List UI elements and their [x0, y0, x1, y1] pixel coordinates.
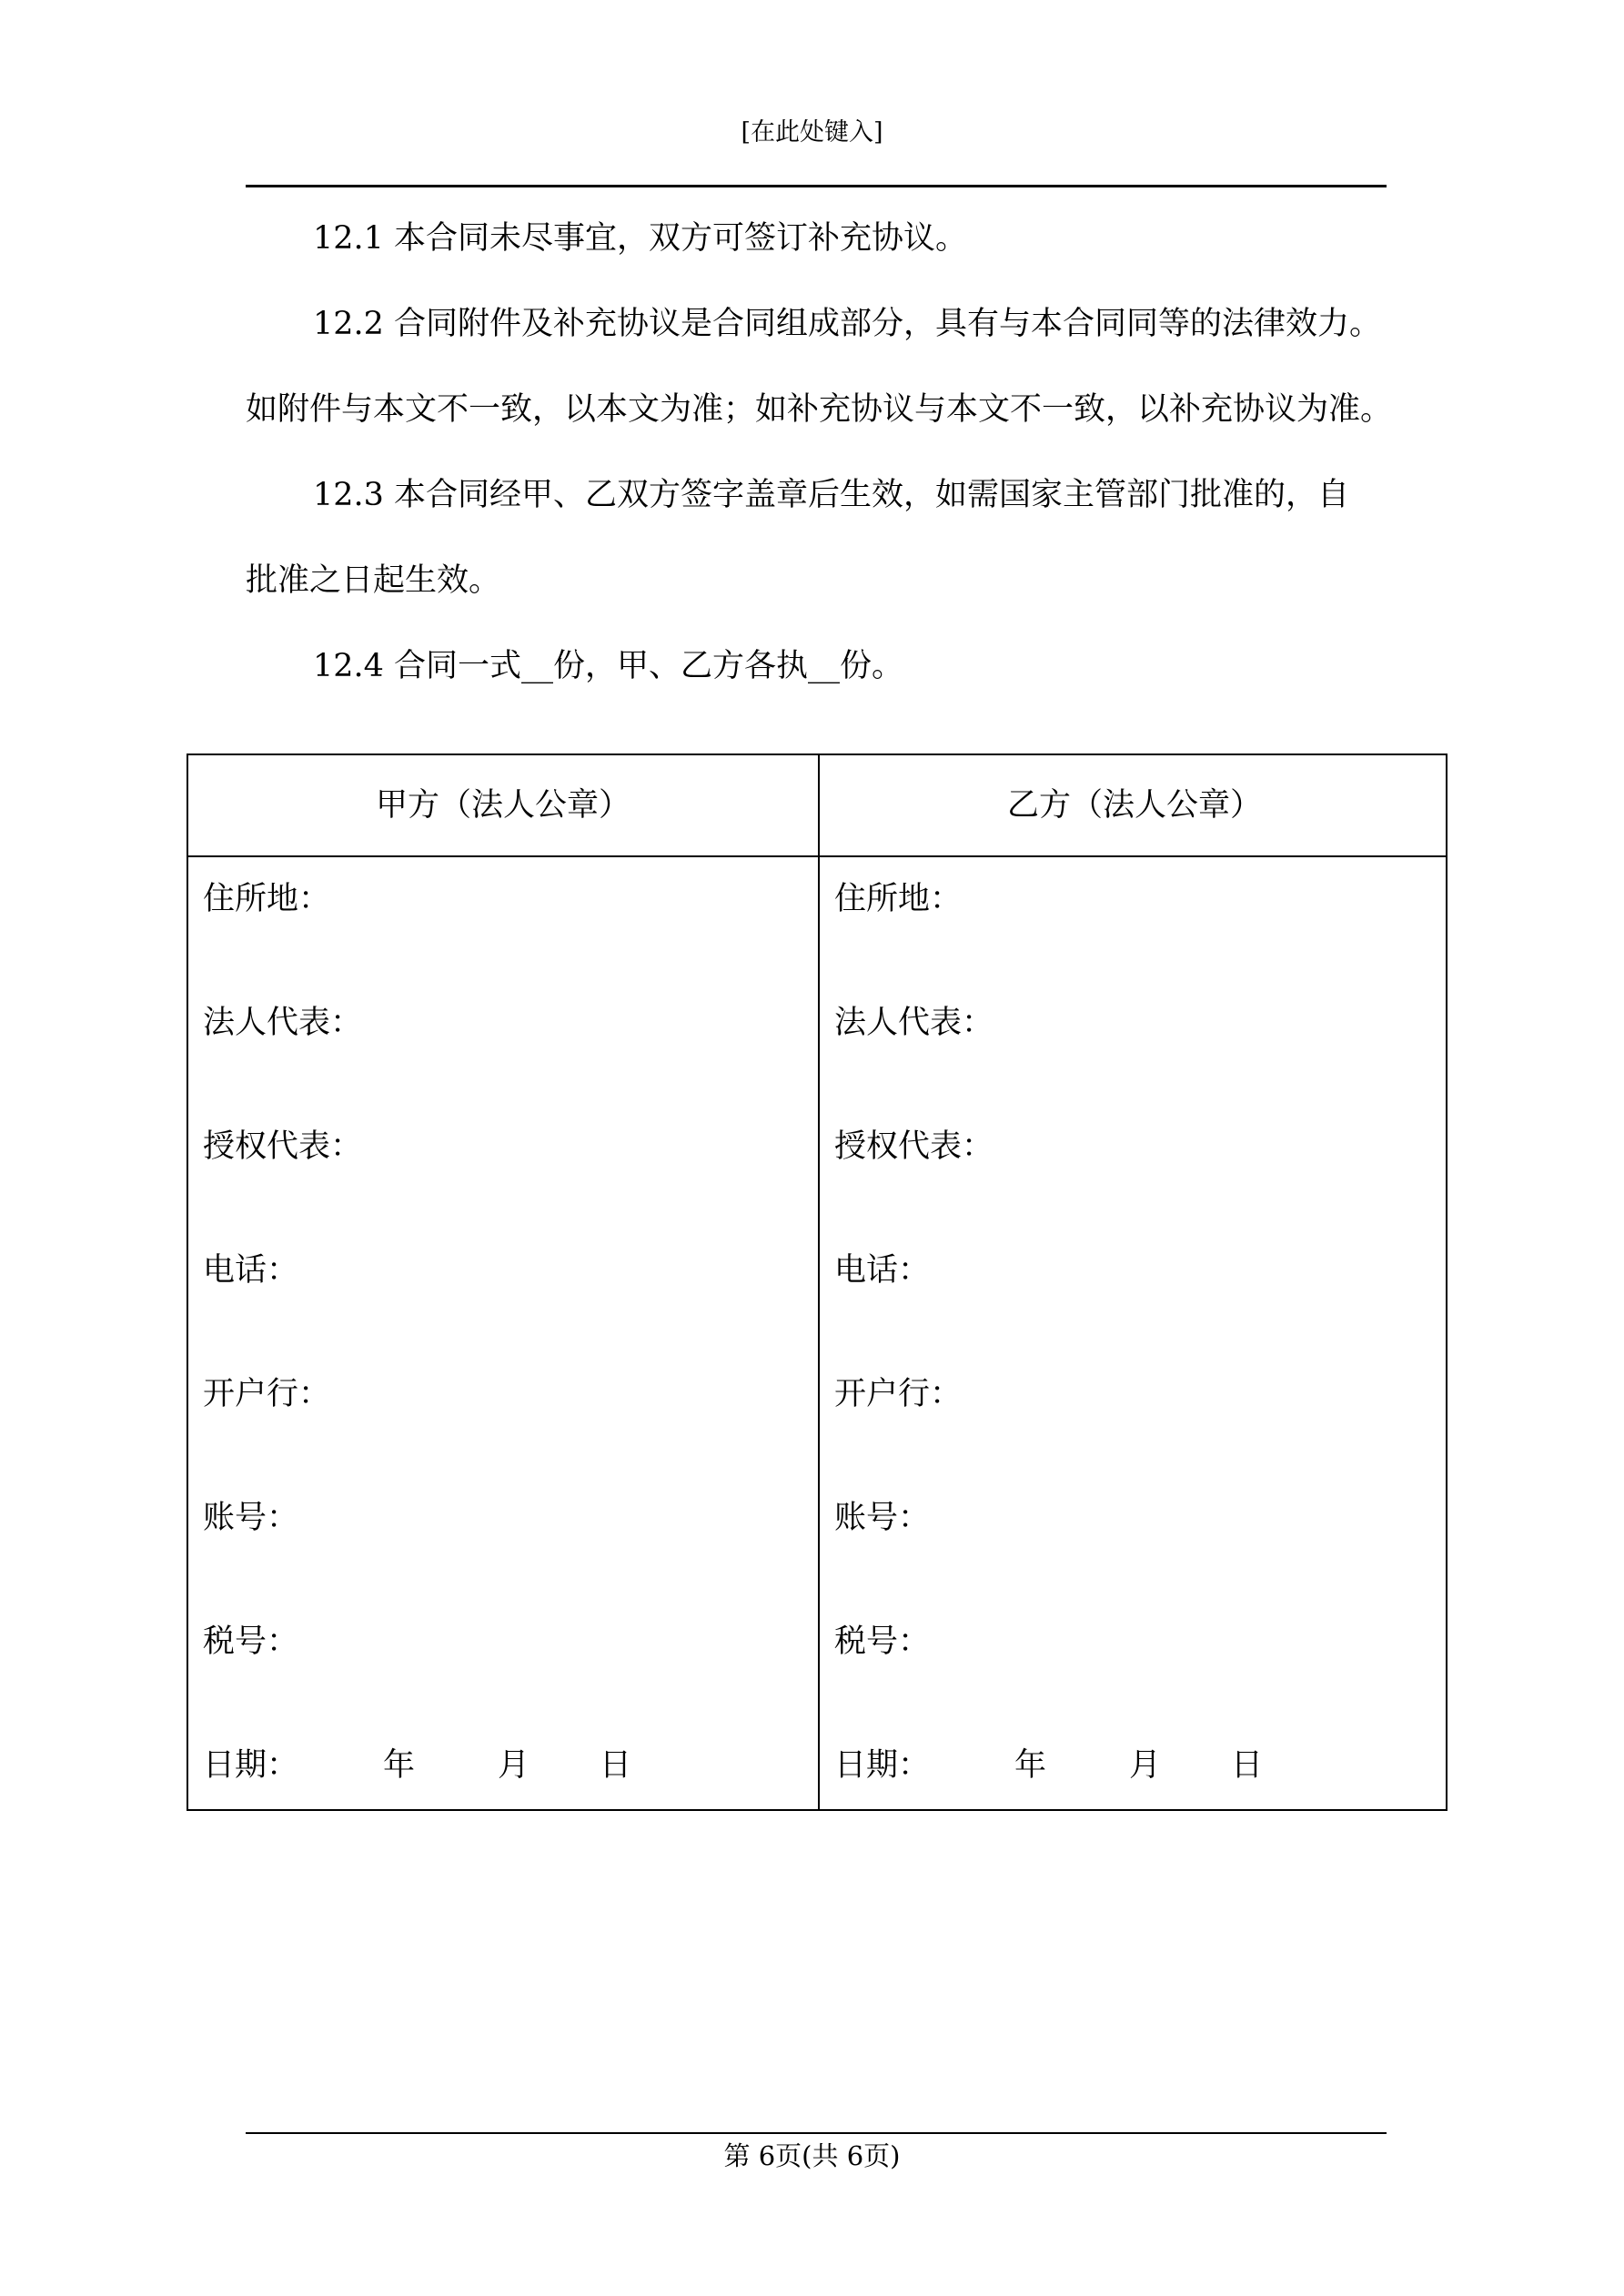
party-b-date-label: 日期：	[834, 1747, 931, 1784]
party-b-title: 乙方（法人公章）	[1006, 787, 1262, 824]
header-rule	[246, 185, 1387, 187]
party-b-tax-id-label: 税号：	[834, 1623, 931, 1660]
party-a-legal-rep-label: 法人代表：	[203, 1005, 363, 1041]
clause-12-2-line1: 12.2 合同附件及补充协议是合同组成部分，具有与本合同同等的法律效力。	[313, 306, 1382, 342]
party-a-date-day: 日	[600, 1747, 632, 1784]
page-number-footer: 第 6页(共 6页)	[723, 2140, 901, 2171]
party-a-date-label: 日期：	[203, 1747, 299, 1784]
header-row-divider	[188, 855, 1446, 857]
party-b-phone-label: 电话：	[834, 1252, 931, 1289]
party-a-bank-label: 开户行：	[203, 1376, 331, 1412]
footer-rule	[246, 2132, 1387, 2134]
party-b-date-year: 年	[1014, 1747, 1047, 1784]
party-b-date-day: 日	[1231, 1747, 1264, 1784]
party-a-date-year: 年	[383, 1747, 416, 1784]
party-b-legal-rep-label: 法人代表：	[834, 1005, 994, 1041]
party-b-date-month: 月	[1129, 1747, 1162, 1784]
party-b-bank-label: 开户行：	[834, 1376, 963, 1412]
party-a-authorized-rep-label: 授权代表：	[203, 1128, 363, 1165]
party-b-authorized-rep-label: 授权代表：	[834, 1128, 994, 1165]
clause-12-3-line1: 12.3 本合同经甲、乙双方签字盖章后生效，如需国家主管部门批准的，自	[313, 477, 1350, 513]
party-b-account-label: 账号：	[834, 1500, 931, 1536]
signature-table	[187, 754, 1447, 1811]
clause-12-4: 12.4 合同一式__份，甲、乙方各执__份。	[313, 648, 904, 684]
clause-12-3-line2: 批准之日起生效。	[246, 562, 501, 599]
party-a-tax-id-label: 税号：	[203, 1623, 299, 1660]
party-a-account-label: 账号：	[203, 1500, 299, 1536]
party-a-title: 甲方（法人公章）	[375, 787, 630, 824]
page-header: [在此处键入]	[741, 118, 883, 147]
party-a-date-month: 月	[498, 1747, 530, 1784]
clause-12-1: 12.1 本合同未尽事宜，双方可签订补充协议。	[313, 220, 968, 257]
clause-12-2-line2: 如附件与本文不一致，以本文为准；如补充协议与本文不一致，以补充协议为准。	[246, 391, 1393, 428]
party-b-address-label: 住所地：	[834, 881, 963, 917]
party-a-phone-label: 电话：	[203, 1252, 299, 1289]
party-a-address-label: 住所地：	[203, 881, 331, 917]
column-divider	[818, 755, 820, 1809]
